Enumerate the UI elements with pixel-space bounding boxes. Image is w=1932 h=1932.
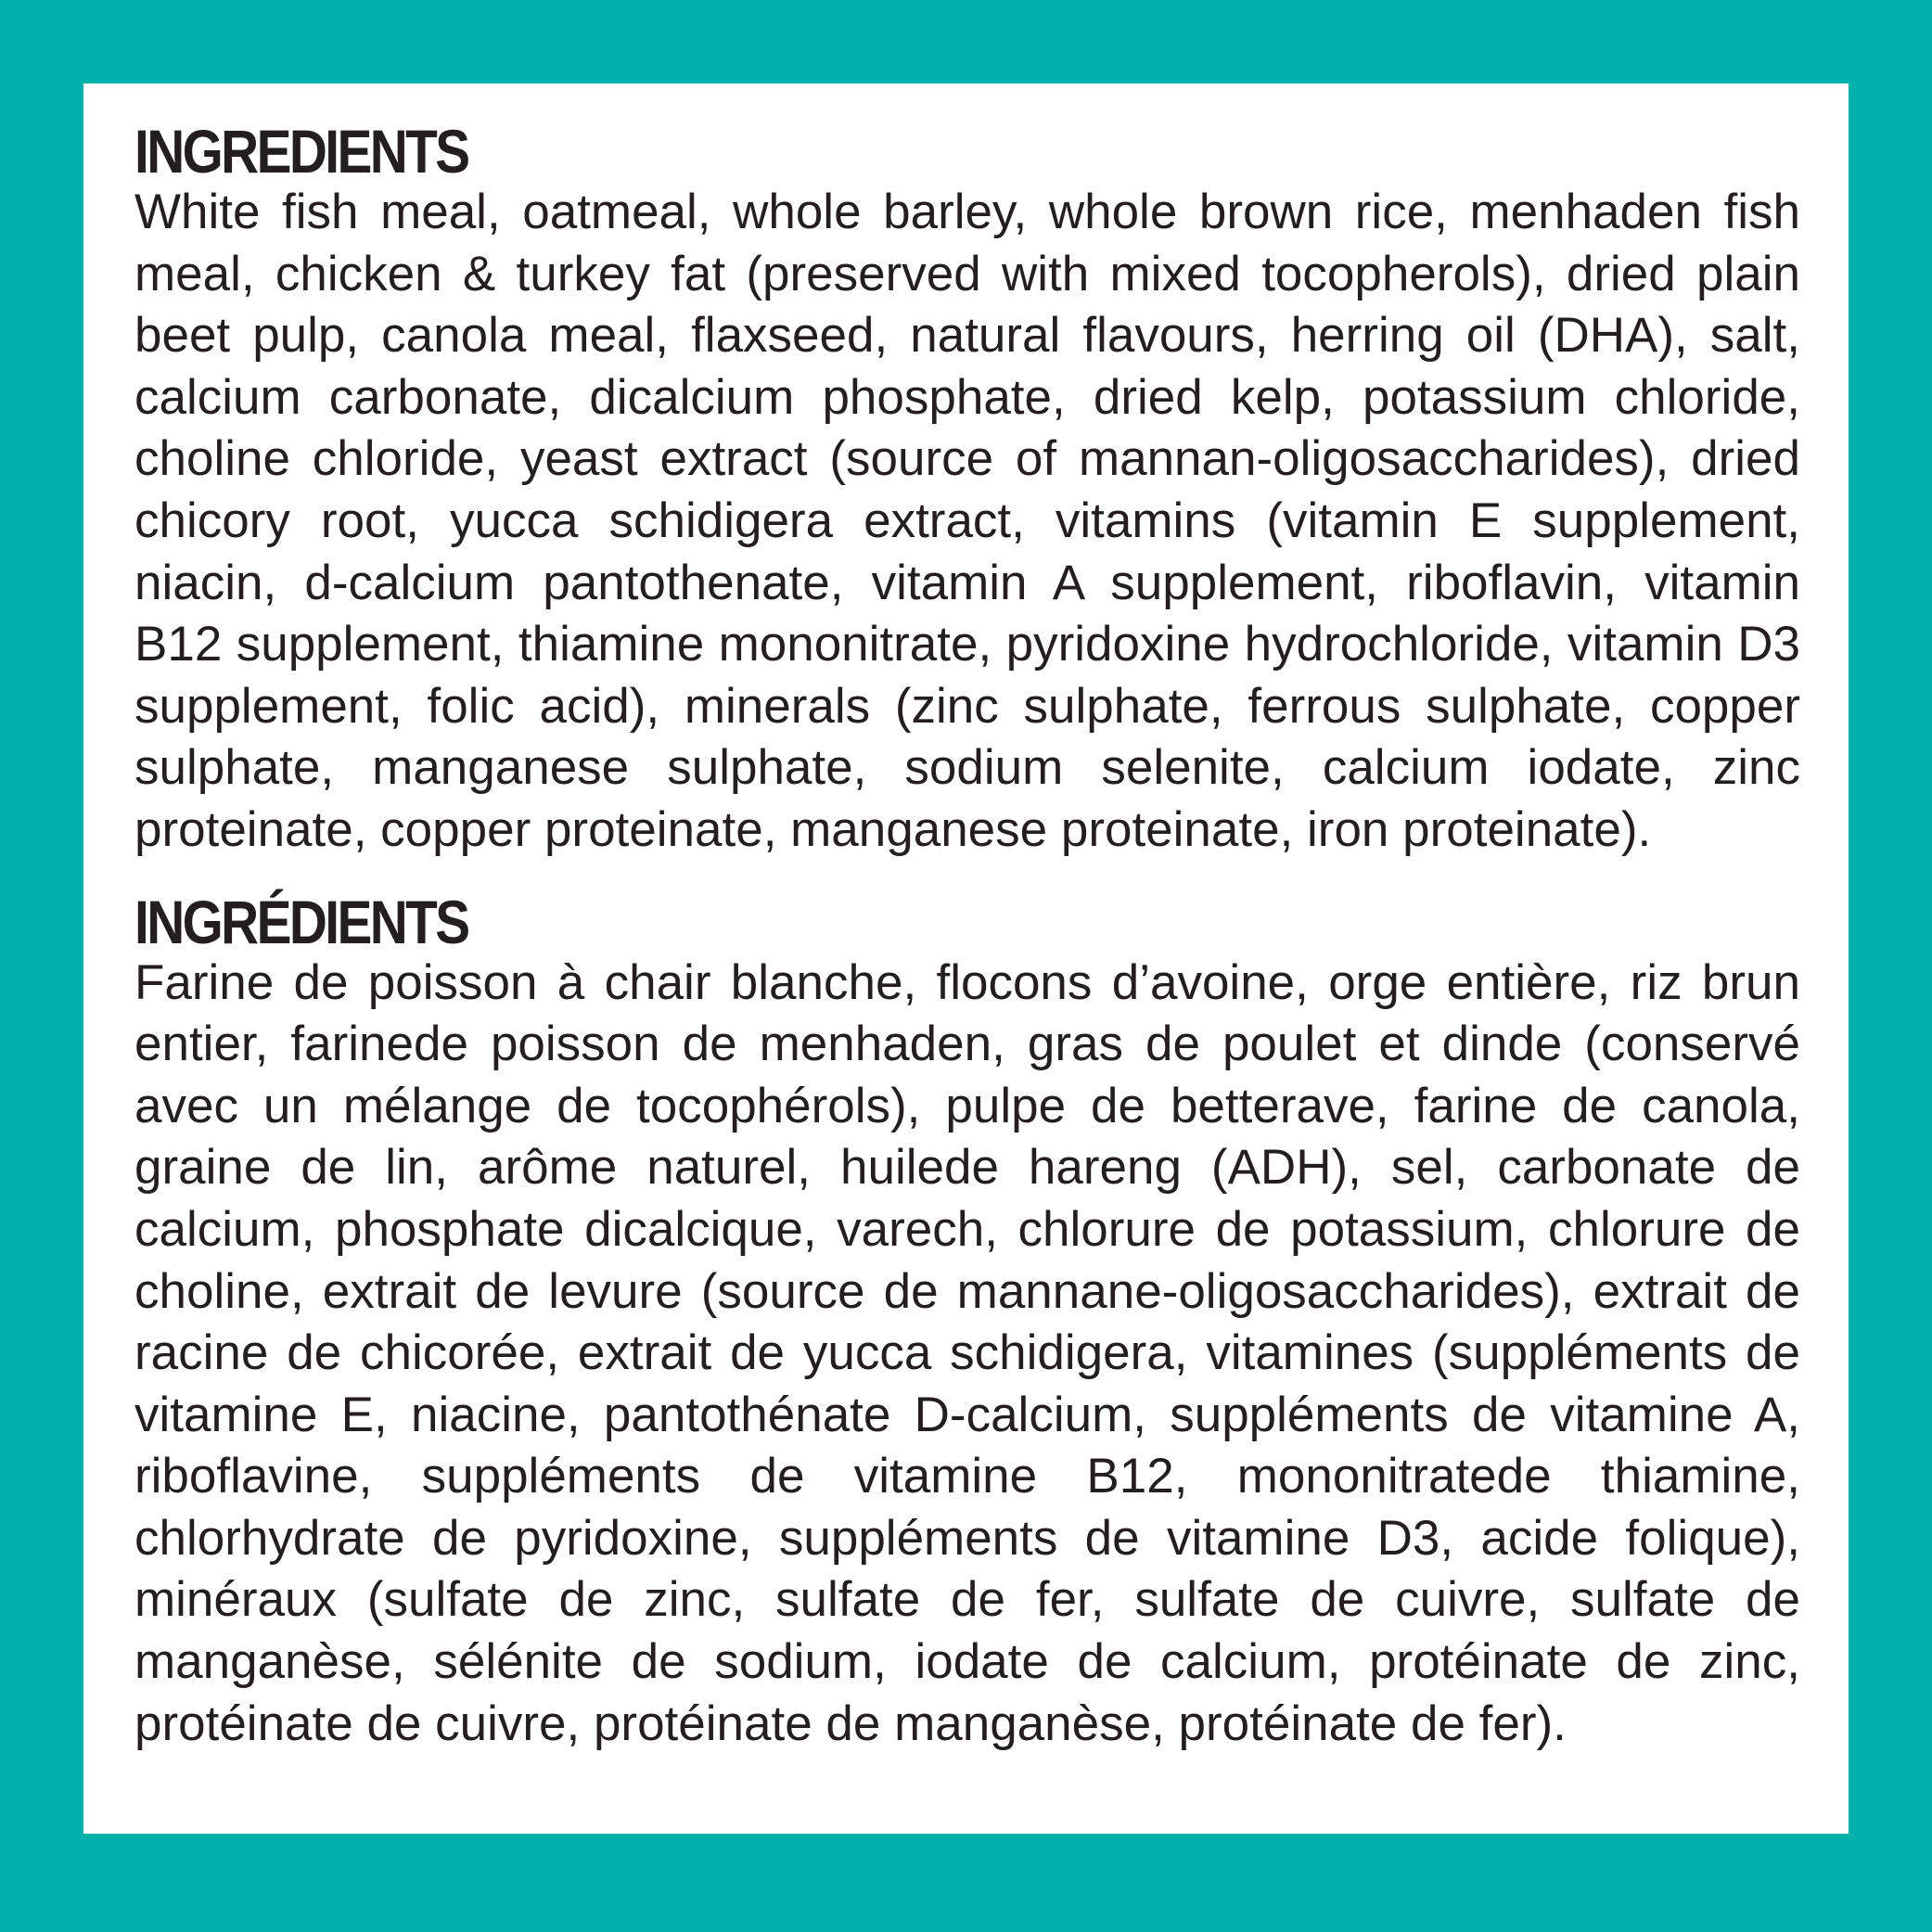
ingredients-panel xyxy=(83,83,1849,1834)
english-ingredients-section xyxy=(134,119,1800,862)
french-ingredients-text: Farine de poisson à chair blanche, flocons d’avoine, orge entière, riz brun entier, farinede poisson de menhaden, gras de poulet et dinde (conservé avec un mélange de tocophérols), pulpe de betterave, farine de canola, graine de lin, arôme naturel, huilede hareng (ADH), sel, carbonate de calcium, phosphate dicalcique, varech, chlorure de potassium, chlorure de choline, extrait de levure (source de mannane-oligosaccharides), extrait de racine de chicorée, extrait de yucca schidigera, vitamines (suppléments de vitamine E, niacine, pantothénate D-calcium, suppléments de vitamine A, riboflavine, suppléments de vitamine B12, mononitratede thiamine, chlorhydrate de pyridoxine, suppléments de vitamine D3, acide folique), minéraux (sulfate de zinc, sulfate de fer, sulfate de cuivre, sulfate de manganèse, sélénite de sodium, iodate de calcium, protéinate de zinc, protéinate de cuivre, protéinate de manganèse, protéinate de fer). xyxy=(134,954,1800,1751)
french-ingredients-heading: INGRÉDIENTS xyxy=(134,887,468,956)
french-ingredients-section xyxy=(134,889,1800,1756)
english-ingredients-heading: INGREDIENTS xyxy=(134,117,468,186)
english-ingredients-text: White fish meal, oatmeal, whole barley, whole brown rice, menhaden fish meal, chicken & turkey fat (preserved with mixed tocopherols), dried plain beet pulp, canola meal, flaxseed, natural flavours, herring oil (DHA), salt, calcium carbonate, dicalcium phosphate, dried kelp, potassium chloride, choline chloride, yeast extract (source of mannan-oligosaccharides), dried chicory root, yucca schidigera extract, vitamins (vitamin E supplement, niacin, d-calcium pantothenate, vitamin A supplement, riboflavin, vitamin B12 supplement, thiamine mononitrate, pyridoxine hydrochloride, vitamin D3 supplement, folic acid), minerals (zinc sulphate, ferrous sulphate, copper sulphate, manganese sulphate, sodium selenite, calcium iodate, zinc proteinate, copper proteinate, manganese proteinate, iron proteinate). xyxy=(134,185,1800,857)
